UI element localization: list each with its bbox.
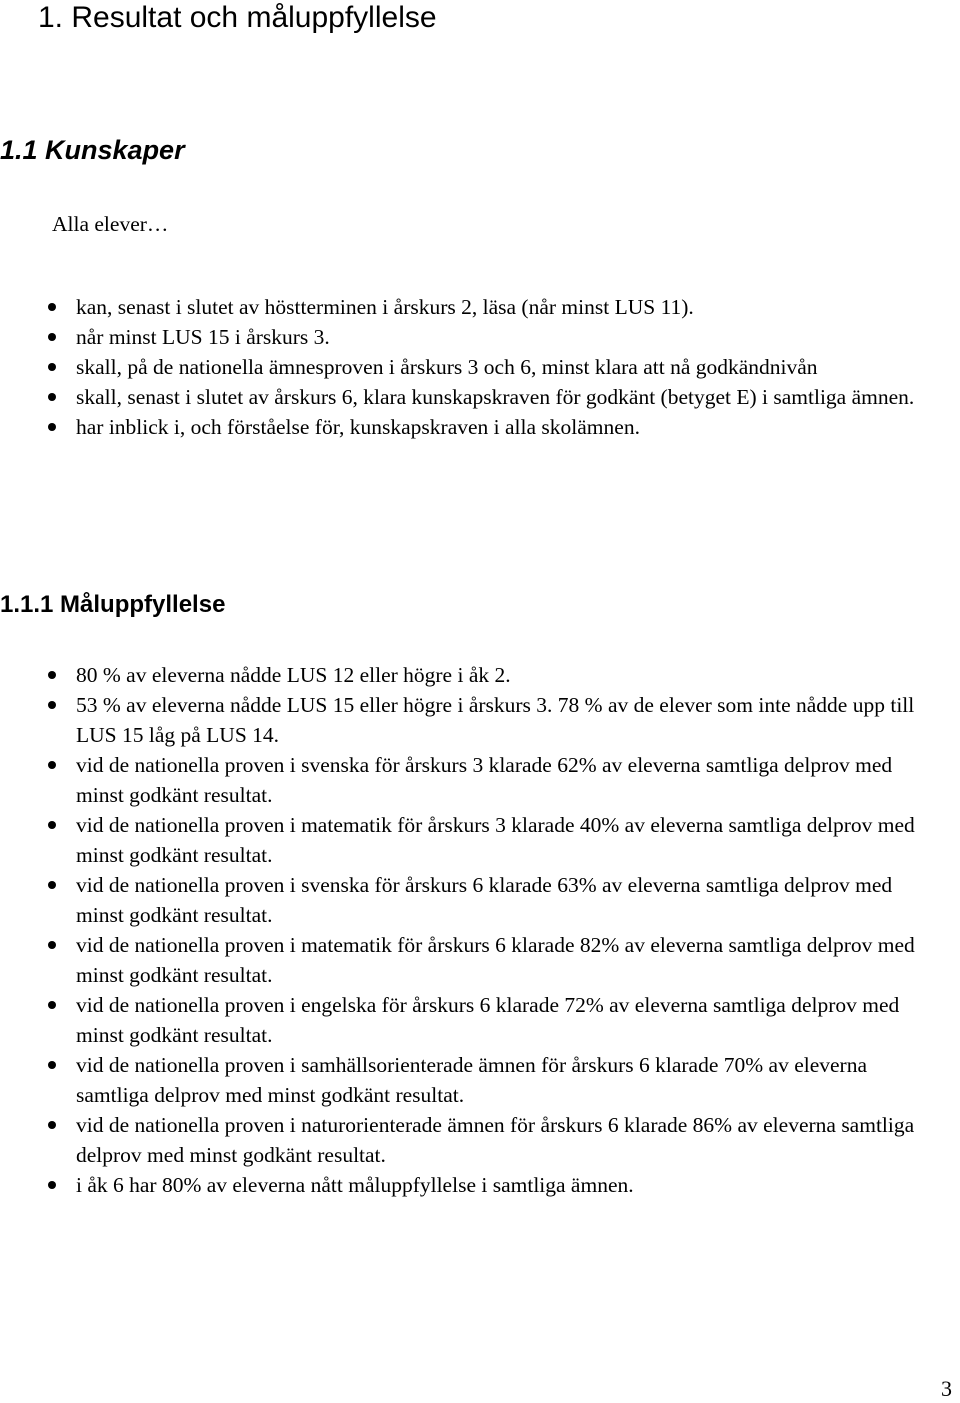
goals-list: [0, 292, 935, 442]
bullet-icon: [48, 1001, 56, 1009]
list-item: vid de nationella proven i matematik för årskurs 6 klarade 82% av eleverna samtliga delprov med minst godkänt resultat.: [0, 930, 935, 990]
subsection-heading-kunskaper: 1.1 Kunskaper: [0, 135, 185, 165]
list-item: kan, senast i slutet av höstterminen i årskurs 2, läsa (når minst LUS 11).: [0, 292, 935, 322]
page-number: 3: [941, 1376, 952, 1401]
bullet-icon: [48, 1061, 56, 1069]
results-list: [0, 660, 935, 1200]
list-item: 80 % av eleverna nådde LUS 12 eller högre i åk 2.: [0, 660, 935, 690]
bullet-icon: [48, 1181, 56, 1189]
list-item: når minst LUS 15 i årskurs 3.: [0, 322, 935, 352]
bullet-icon: [48, 333, 56, 341]
subsection-heading-maluppfyllelse: 1.1.1 Måluppfyllelse: [0, 591, 226, 618]
bullet-icon: [48, 821, 56, 829]
list-item: i åk 6 har 80% av eleverna nått måluppfyllelse i samtliga ämnen.: [0, 1170, 935, 1200]
list-item: vid de nationella proven i svenska för årskurs 3 klarade 62% av eleverna samtliga delprov med minst godkänt resultat.: [0, 750, 935, 810]
list-item: 53 % av eleverna nådde LUS 15 eller högre i årskurs 3. 78 % av de elever som inte nådde upp till LUS 15 låg på LUS 14.: [0, 690, 935, 750]
list-item: vid de nationella proven i svenska för årskurs 6 klarade 63% av eleverna samtliga delprov med minst godkänt resultat.: [0, 870, 935, 930]
bullet-icon: [48, 701, 56, 709]
bullet-icon: [48, 303, 56, 311]
intro-text: Alla elever…: [52, 212, 169, 236]
list-item: har inblick i, och förståelse för, kunskapskraven i alla skolämnen.: [0, 412, 935, 442]
list-item: skall, senast i slutet av årskurs 6, klara kunskapskraven för godkänt (betyget E) i samtliga ämnen.: [0, 382, 935, 412]
bullet-icon: [48, 1121, 56, 1129]
list-item: vid de nationella proven i engelska för årskurs 6 klarade 72% av eleverna samtliga delprov med minst godkänt resultat.: [0, 990, 935, 1050]
section-heading-resultat: 1. Resultat och måluppfyllelse: [38, 1, 437, 34]
bullet-icon: [48, 941, 56, 949]
bullet-icon: [48, 423, 56, 431]
bullet-icon: [48, 671, 56, 679]
bullet-icon: [48, 761, 56, 769]
bullet-icon: [48, 363, 56, 371]
list-item: vid de nationella proven i matematik för årskurs 3 klarade 40% av eleverna samtliga delprov med minst godkänt resultat.: [0, 810, 935, 870]
list-item: vid de nationella proven i samhällsorienterade ämnen för årskurs 6 klarade 70% av eleverna samtliga delprov med minst godkänt resultat.: [0, 1050, 935, 1110]
bullet-icon: [48, 881, 56, 889]
list-item: skall, på de nationella ämnesproven i årskurs 3 och 6, minst klara att nå godkändnivån: [0, 352, 935, 382]
bullet-icon: [48, 393, 56, 401]
list-item: vid de nationella proven i naturorienterade ämnen för årskurs 6 klarade 86% av eleverna samtliga delprov med minst godkänt resultat.: [0, 1110, 935, 1170]
